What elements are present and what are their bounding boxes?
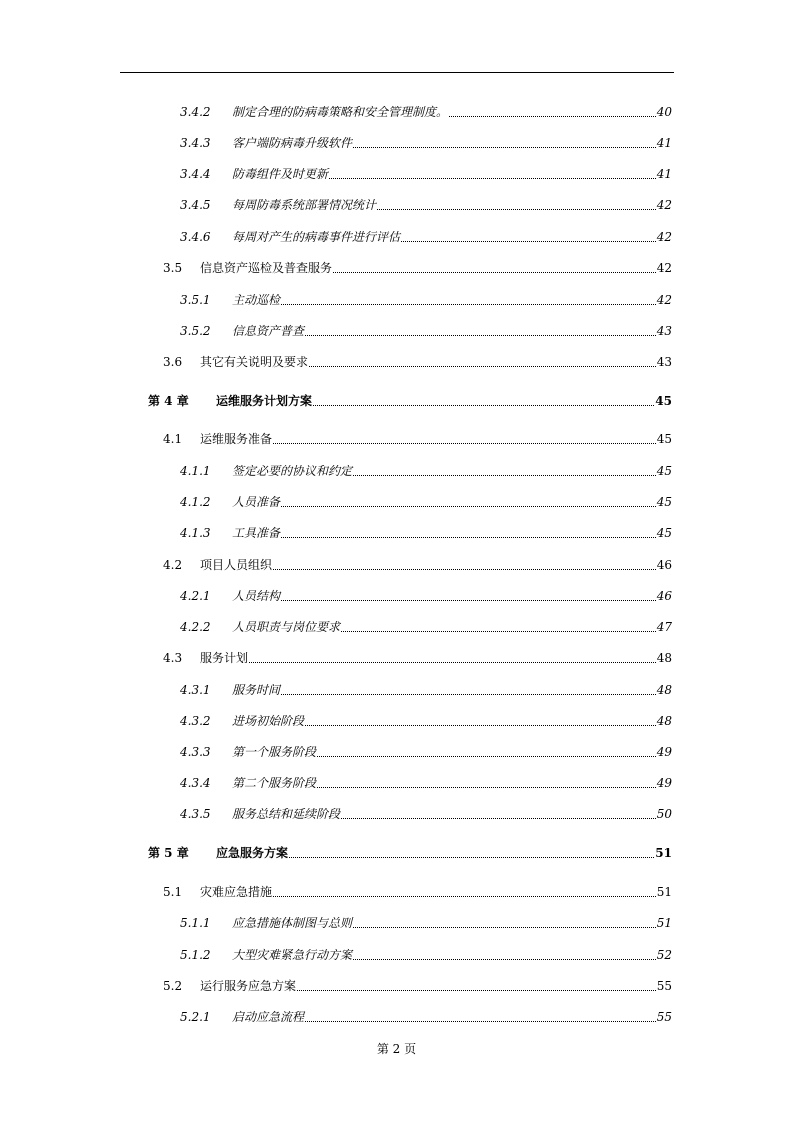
toc-entry-number: 3.6	[163, 355, 183, 369]
toc-entry-page: 49	[656, 745, 672, 759]
toc-entry-number: 4.1.1	[180, 464, 211, 478]
toc-entry[interactable]	[0, 977, 793, 995]
toc-entry[interactable]	[0, 805, 793, 823]
toc-entry-page: 48	[656, 714, 672, 728]
header-rule	[120, 72, 674, 73]
toc-dot-leader	[249, 661, 656, 663]
toc-entry-page: 41	[656, 167, 672, 181]
toc-entry-page: 50	[656, 807, 672, 821]
toc-entry-title: 大型灾难紧急行动方案	[232, 948, 353, 962]
toc-entry-number: 5.2	[163, 979, 183, 993]
toc-entry-number: 4.3.2	[180, 714, 211, 728]
toc-entry[interactable]	[0, 556, 793, 574]
toc-dot-leader	[309, 365, 656, 367]
toc-entry-number: 4.1.2	[180, 495, 211, 509]
toc-entry[interactable]	[0, 353, 793, 371]
toc-dot-leader	[281, 599, 656, 601]
toc-entry-title: 工具准备	[232, 526, 281, 540]
toc-entry-title: 进场初始阶段	[232, 714, 305, 728]
toc-entry-page: 55	[656, 1010, 672, 1024]
toc-entry[interactable]	[0, 1008, 793, 1026]
toc-dot-leader	[289, 856, 654, 858]
toc-dot-leader	[377, 208, 656, 210]
toc-entry[interactable]	[0, 228, 793, 246]
toc-dot-leader	[281, 693, 656, 695]
toc-entry[interactable]	[0, 462, 793, 480]
toc-entry-page: 45	[656, 432, 672, 446]
toc-entry[interactable]	[0, 883, 793, 901]
toc-entry-title: 运维服务计划方案	[216, 394, 313, 408]
toc-dot-leader	[449, 115, 656, 117]
toc-entry-number: 3.5.2	[180, 324, 211, 338]
toc-entry[interactable]	[0, 649, 793, 667]
toc-entry-number: 3.4.5	[180, 198, 211, 212]
toc-dot-leader	[401, 240, 656, 242]
toc-entry[interactable]	[0, 291, 793, 309]
toc-entry-title: 启动应急流程	[232, 1010, 305, 1024]
toc-entry-number: 第 5 章	[148, 846, 189, 860]
toc-entry-number: 5.1	[163, 885, 183, 899]
toc-entry-number: 4.2.2	[180, 620, 211, 634]
toc-dot-leader	[281, 303, 656, 305]
toc-entry[interactable]	[0, 618, 793, 636]
toc-entry-number: 4.1.3	[180, 526, 211, 540]
toc-entry[interactable]	[0, 914, 793, 932]
toc-entry-title: 信息资产普查	[232, 324, 305, 338]
toc-entry-title: 其它有关说明及要求	[200, 355, 309, 369]
toc-entry-title: 人员准备	[232, 495, 281, 509]
toc-entry-title: 每周防毒系统部署情况统计	[232, 198, 377, 212]
toc-entry[interactable]	[0, 322, 793, 340]
toc-dot-leader	[317, 786, 656, 788]
toc-dot-leader	[313, 404, 654, 406]
toc-entry-page: 47	[656, 620, 672, 634]
toc-entry-number: 4.3.4	[180, 776, 211, 790]
toc-entry[interactable]	[0, 524, 793, 542]
toc-dot-leader	[317, 755, 656, 757]
toc-entry-number: 3.4.4	[180, 167, 211, 181]
toc-entry-title: 运维服务准备	[200, 432, 273, 446]
toc-entry-page: 46	[656, 589, 672, 603]
toc-entry-title: 每周对产生的病毒事件进行评估	[232, 230, 401, 244]
toc-dot-leader	[353, 474, 656, 476]
toc-dot-leader	[281, 536, 656, 538]
toc-entry-page: 41	[656, 136, 672, 150]
toc-entry-number: 3.5.1	[180, 293, 211, 307]
toc-entry-page: 40	[656, 105, 672, 119]
toc-entry-page: 45	[656, 495, 672, 509]
toc-entry-number: 4.3.1	[180, 683, 211, 697]
toc-entry[interactable]	[0, 392, 793, 410]
toc-dot-leader	[281, 505, 656, 507]
toc-entry-number: 5.1.1	[180, 916, 211, 930]
toc-entry-page: 42	[656, 293, 672, 307]
toc-entry-page: 55	[656, 979, 672, 993]
toc-entry-page: 51	[656, 916, 672, 930]
toc-entry-page: 42	[656, 198, 672, 212]
page-footer: 第 2 页	[376, 1042, 417, 1056]
toc-dot-leader	[273, 568, 656, 570]
toc-dot-leader	[305, 724, 656, 726]
toc-entry-page: 48	[656, 683, 672, 697]
toc-entry-title: 人员职责与岗位要求	[232, 620, 341, 634]
toc-entry-number: 3.4.2	[180, 105, 211, 119]
toc-entry-page: 45	[655, 394, 672, 408]
toc-entry-title: 主动巡检	[232, 293, 281, 307]
toc-entry-title: 第二个服务阶段	[232, 776, 317, 790]
toc-entry-number: 4.3.5	[180, 807, 211, 821]
toc-entry-number: 第 4 章	[148, 394, 189, 408]
toc-entry[interactable]	[0, 712, 793, 730]
toc-entry[interactable]	[0, 134, 793, 152]
toc-entry-title: 项目人员组织	[200, 558, 273, 572]
toc-entry[interactable]	[0, 103, 793, 121]
toc-entry-title: 信息资产巡检及普查服务	[200, 261, 333, 275]
toc-dot-leader	[353, 926, 656, 928]
toc-entry-title: 服务总结和延续阶段	[232, 807, 341, 821]
toc-dot-leader	[273, 442, 656, 444]
toc-entry-page: 49	[656, 776, 672, 790]
toc-entry[interactable]	[0, 196, 793, 214]
toc-entry-number: 5.1.2	[180, 948, 211, 962]
toc-entry-title: 第一个服务阶段	[232, 745, 317, 759]
toc-entry-page: 42	[656, 261, 672, 275]
toc-dot-leader	[341, 817, 656, 819]
toc-entry-title: 运行服务应急方案	[200, 979, 297, 993]
toc-entry[interactable]	[0, 743, 793, 761]
toc-entry[interactable]	[0, 844, 793, 862]
toc-entry-page: 51	[655, 846, 672, 860]
toc-entry-number: 4.2	[163, 558, 183, 572]
toc-entry-number: 4.3.3	[180, 745, 211, 759]
toc-entry-page: 48	[656, 651, 672, 665]
toc-entry-page: 43	[656, 355, 672, 369]
toc-entry[interactable]	[0, 946, 793, 964]
toc-dot-leader	[297, 989, 656, 991]
toc-entry-title: 制定合理的防病毒策略和安全管理制度。	[232, 105, 449, 119]
toc-entry-number: 3.5	[163, 261, 183, 275]
toc-entry-number: 4.1	[163, 432, 183, 446]
toc-entry-title: 防毒组件及时更新	[232, 167, 329, 181]
toc-entry[interactable]	[0, 165, 793, 183]
toc-entry[interactable]	[0, 493, 793, 511]
toc-entry-title: 服务计划	[200, 651, 249, 665]
toc-entry-number: 5.2.1	[180, 1010, 211, 1024]
toc-entry[interactable]	[0, 774, 793, 792]
toc-dot-leader	[305, 334, 656, 336]
toc-dot-leader	[305, 1020, 656, 1022]
toc-dot-leader	[333, 271, 656, 273]
toc-entry-number: 4.3	[163, 651, 183, 665]
toc-entry-page: 52	[656, 948, 672, 962]
toc-dot-leader	[353, 958, 656, 960]
toc-entry[interactable]	[0, 430, 793, 448]
toc-entry-page: 45	[656, 464, 672, 478]
toc-entry-title: 人员结构	[232, 589, 281, 603]
toc-entry-number: 4.2.1	[180, 589, 211, 603]
toc-entry-title: 应急服务方案	[216, 846, 289, 860]
toc-entry-page: 42	[656, 230, 672, 244]
toc-entry-title: 客户端防病毒升级软件	[232, 136, 353, 150]
toc-entry[interactable]	[0, 681, 793, 699]
toc-entry[interactable]	[0, 259, 793, 277]
toc-entry-page: 51	[656, 885, 672, 899]
toc-dot-leader	[353, 146, 656, 148]
toc-dot-leader	[341, 630, 656, 632]
toc-entry-title: 灾难应急措施	[200, 885, 273, 899]
toc-dot-leader	[273, 895, 656, 897]
toc-entry-page: 43	[656, 324, 672, 338]
toc-entry-page: 46	[656, 558, 672, 572]
toc-entry-page: 45	[656, 526, 672, 540]
toc-entry[interactable]	[0, 587, 793, 605]
toc-entry-title: 签定必要的协议和约定	[232, 464, 353, 478]
toc-entry-number: 3.4.6	[180, 230, 211, 244]
toc-entry-title: 应急措施体制图与总则	[232, 916, 353, 930]
toc-dot-leader	[329, 177, 656, 179]
toc-entry-number: 3.4.3	[180, 136, 211, 150]
toc-entry-title: 服务时间	[232, 683, 281, 697]
